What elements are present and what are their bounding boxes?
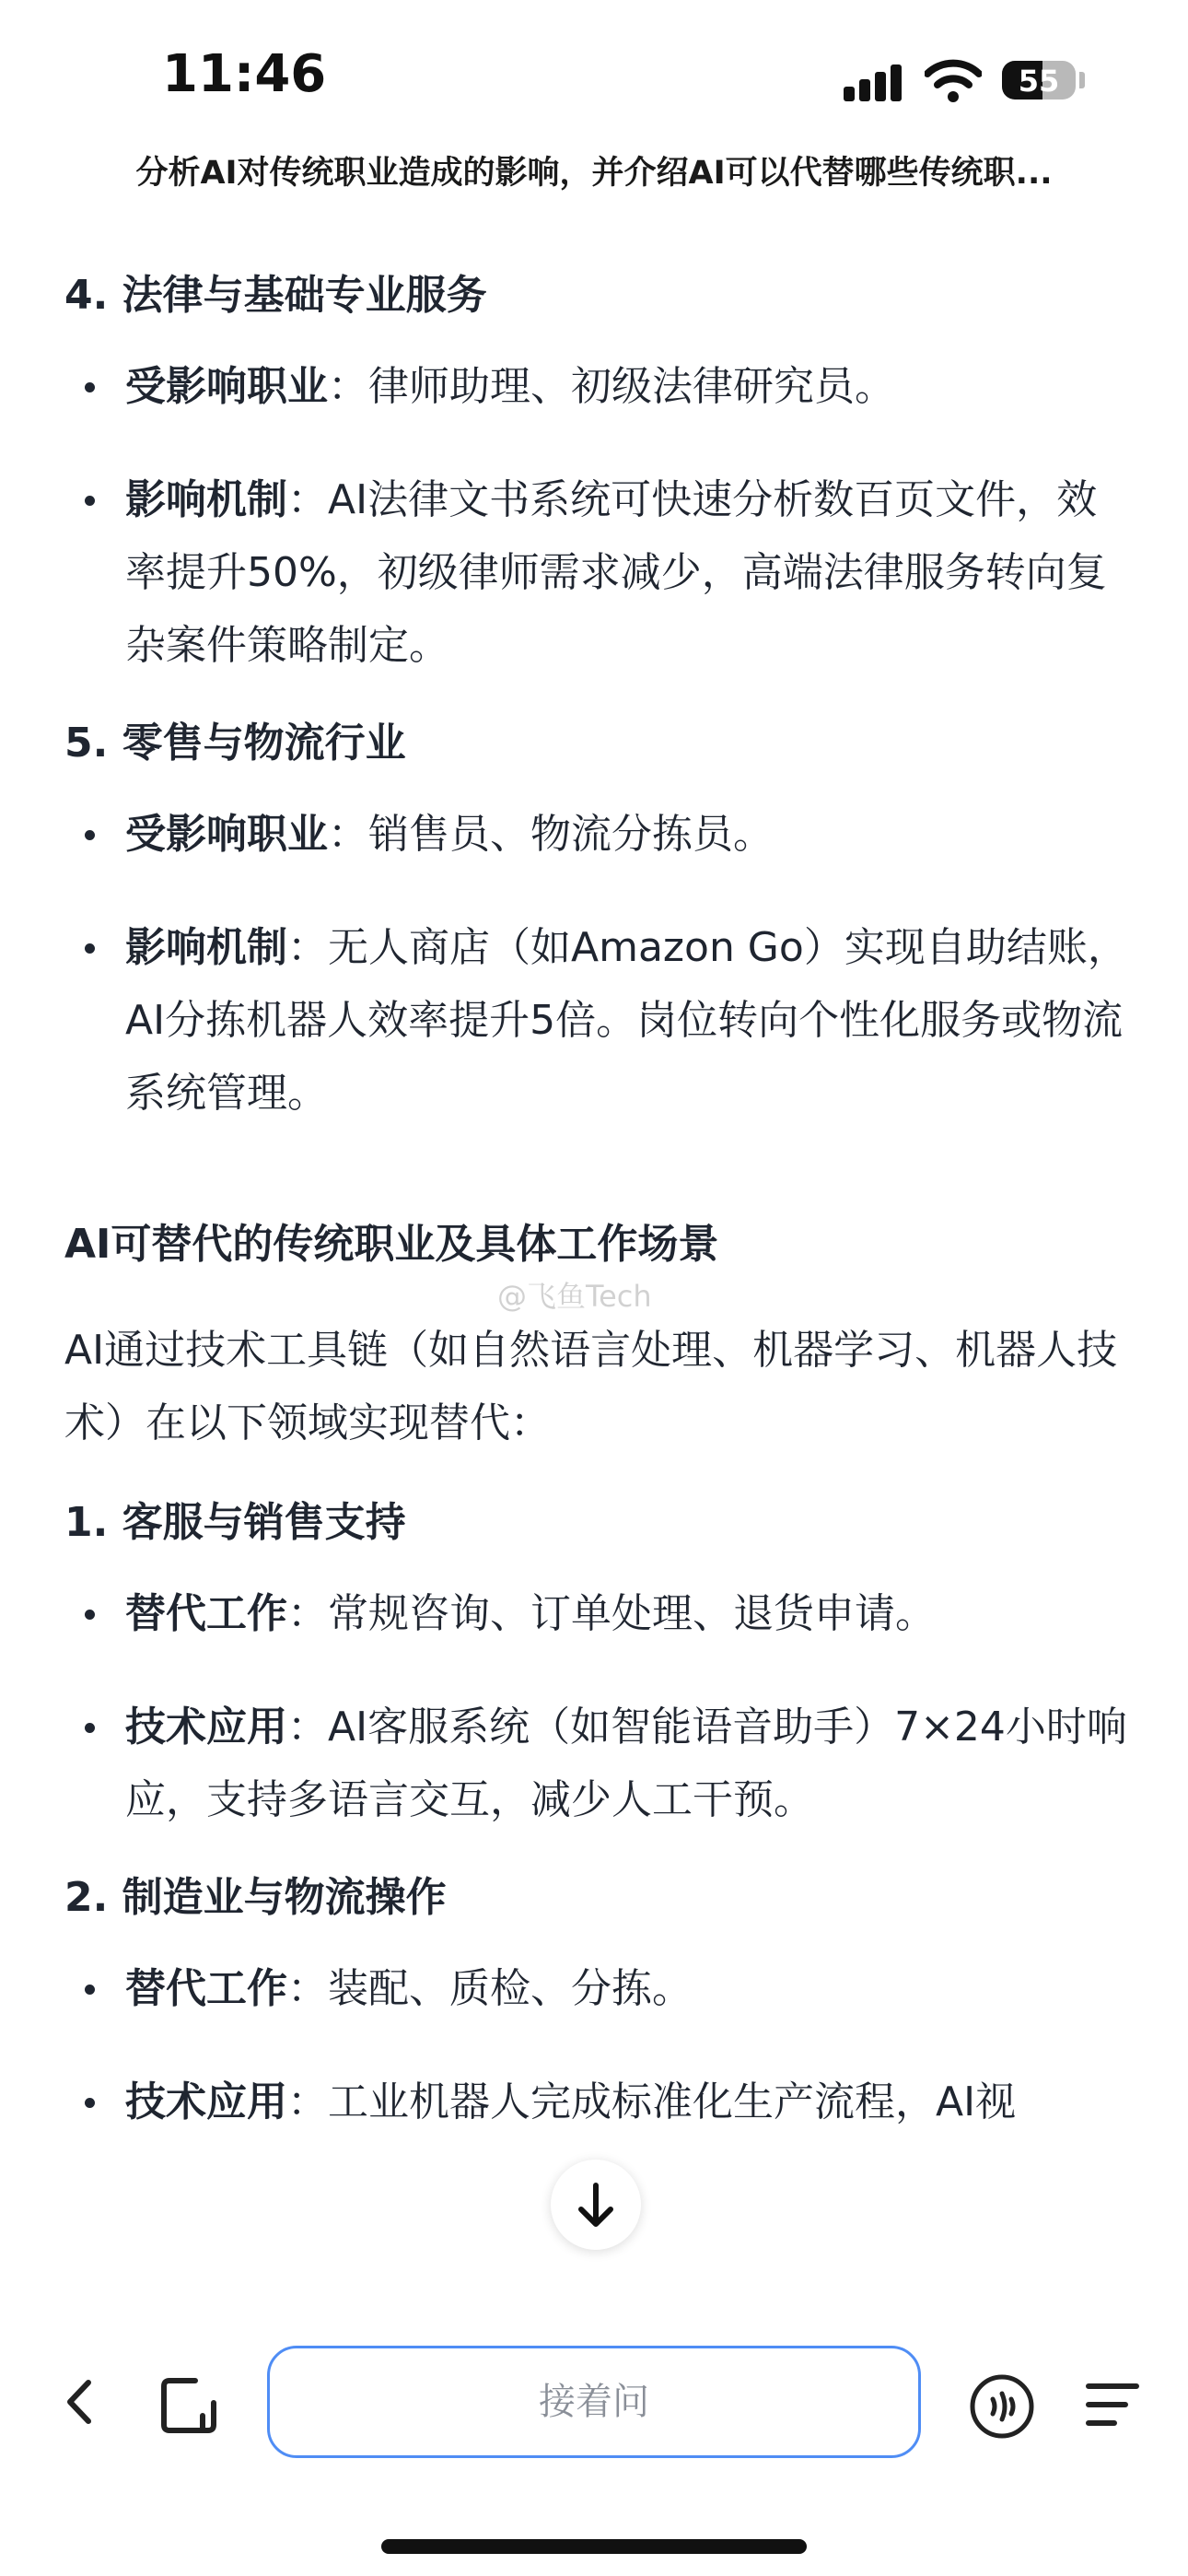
watermark: @飞鱼Tech — [497, 1279, 652, 1314]
section-heading: 1. 客服与销售支持 — [64, 1499, 406, 1546]
list-item — [64, 798, 1133, 871]
status-bar — [0, 0, 1188, 157]
bullet-text: ：AI法律文书系统可快速分析数百页文件，效率提升50%，初级律师需求减少，高端法律服务转向复杂案件策略制定。 — [125, 476, 1107, 669]
arrow-down-icon — [551, 2160, 641, 2250]
bullet-text: ：装配、质检、分拣。 — [287, 1965, 693, 2012]
list-item — [64, 1577, 1133, 1650]
bullet-label: 受影响职业 — [125, 811, 328, 858]
section-heading: 4. 法律与基础专业服务 — [64, 272, 487, 319]
list-item — [64, 463, 1133, 682]
bullet-text: ：AI客服系统（如智能语音助手）7×24小时响应，支持多语言交互，减少人工干预。 — [125, 1704, 1127, 1823]
section-heading: 5. 零售与物流行业 — [64, 720, 406, 767]
bullet-text: ：律师助理、初级法律研究员。 — [328, 363, 895, 410]
list-item — [64, 1952, 1133, 2025]
bullet-label: 技术应用 — [125, 1704, 287, 1751]
bullet-text: ：销售员、物流分拣员。 — [328, 811, 774, 858]
voice-icon[interactable] — [969, 2373, 1035, 2440]
bullet-text: ：常规咨询、订单处理、退货申请。 — [287, 1590, 936, 1637]
bullet-text: ：无人商店（如Amazon Go）实现自助结账，AI分拣机器人效率提升5倍。岗位转向个性化服务或物流系统管理。 — [125, 924, 1128, 1117]
home-indicator — [381, 2539, 807, 2554]
bullet-label: 技术应用 — [125, 2078, 287, 2125]
scroll-to-bottom-button[interactable] — [551, 2160, 641, 2250]
menu-icon[interactable] — [1083, 2377, 1142, 2432]
battery-level: 55 — [1018, 64, 1060, 99]
bullet-text: ：工业机器人完成标准化生产流程，AI视 — [287, 2078, 1017, 2125]
list-item — [64, 350, 1133, 423]
list-item — [64, 911, 1133, 1130]
bullet-label: 影响机制 — [125, 924, 287, 971]
back-arrow-icon[interactable] — [55, 2370, 101, 2434]
bullet-label: 替代工作 — [125, 1965, 287, 2012]
paragraph: AI通过技术工具链（如自然语言处理、机器学习、机器人技术）在以下领域实现替代： — [64, 1327, 1118, 1446]
list-item — [64, 1691, 1133, 1836]
new-chat-icon[interactable] — [158, 2375, 219, 2436]
follow-up-input[interactable]: 接着问 — [267, 2346, 921, 2458]
chat-title: 分析AI对传统职业造成的影响，并介绍AI可以代替哪些传统职... — [135, 155, 1053, 192]
bullet-label: 受影响职业 — [125, 363, 328, 410]
status-time: 11:46 — [162, 44, 327, 104]
section-heading: 2. 制造业与物流操作 — [64, 1874, 447, 1921]
battery-icon — [1002, 61, 1076, 100]
list-item — [64, 2066, 1133, 2138]
bullet-label: 影响机制 — [125, 476, 287, 523]
bullet-label: 替代工作 — [125, 1590, 287, 1637]
cellular-signal-icon — [844, 64, 903, 101]
section-heading: AI可替代的传统职业及具体工作场景 — [64, 1221, 719, 1268]
battery-cap — [1079, 72, 1085, 88]
wifi-icon — [925, 57, 982, 103]
